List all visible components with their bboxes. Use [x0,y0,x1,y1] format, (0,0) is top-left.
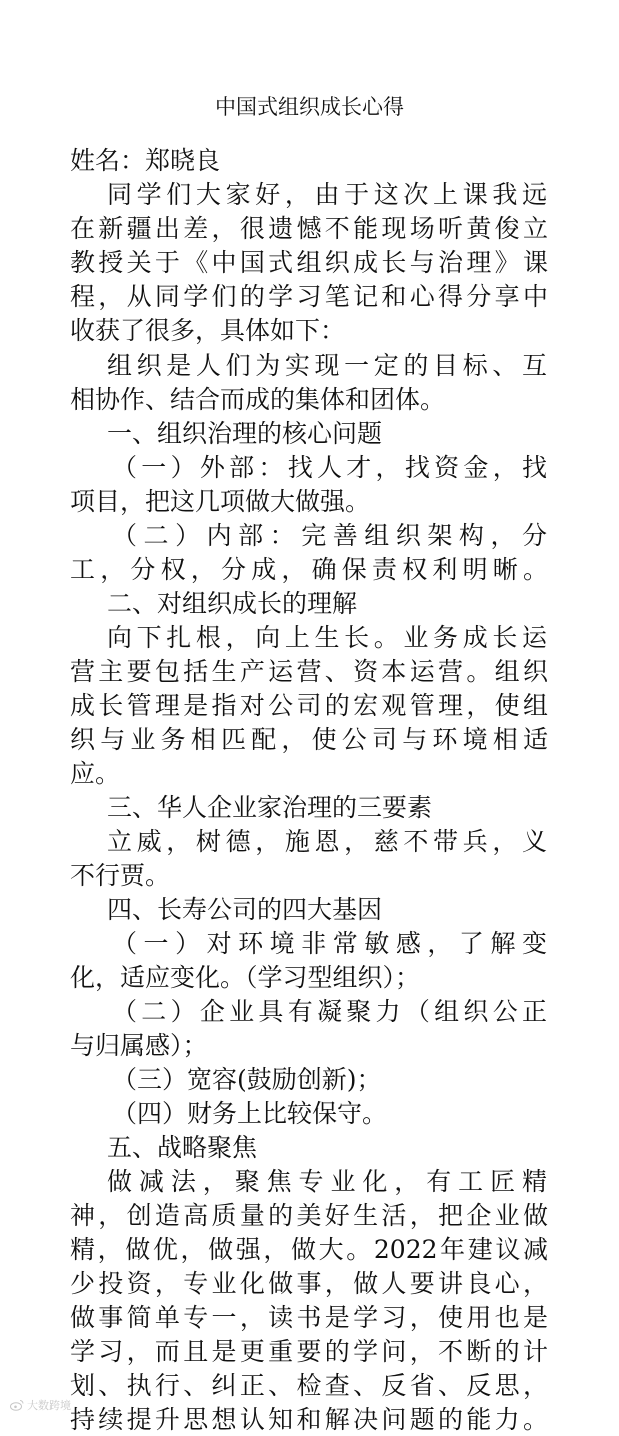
paragraph-line: 做减法，聚焦专业化，有工匠精 [107,1167,547,1196]
paragraph-line: 项目，把这几项做大做强。 [70,487,371,516]
paragraph-line: （一）对环境非常敏感，了解变 [112,929,547,958]
paragraph-line: 收获了很多，具体如下： [70,316,346,345]
paragraph-line: （二）企业具有凝聚力（组织公正 [112,997,547,1026]
paragraph-line: （四）财务上比较保守。 [112,1099,388,1128]
section-heading: 四、长寿公司的四大基因 [107,895,383,924]
section-heading: 二、对组织成长的理解 [107,589,358,618]
paragraph-line: 织与业务相匹配，使公司与环境相适 [70,725,548,754]
paragraph-line: （三）宽容(鼓励创新)； [112,1065,382,1094]
paragraph-line: 化，适应变化。（学习型组织）； [70,963,421,992]
paragraph-line: 教授关于《中国式组织成长与治理》课 [70,248,548,277]
paragraph-line: 程，从同学们的学习笔记和心得分享中 [70,282,548,311]
watermark-text: 大数跨境 [27,1399,71,1412]
paragraph-line: 成长管理是指对公司的宏观管理，使组 [70,691,548,720]
paragraph-line: 持续提升思想认知和解决问题的能力。 [70,1405,548,1434]
paragraph-line: 营主要包括生产运营、资本运营。组织 [70,657,548,686]
paragraph-line: 与归属感）； [70,1031,208,1060]
paragraph-line: 不行贾。 [70,861,171,890]
section-heading: 五、战略聚焦 [107,1133,258,1162]
paragraph-line: 少投资，专业化做事，做人要讲良心， [70,1269,548,1298]
paragraph-line: 做事简单专一，读书是学习，使用也是 [70,1303,548,1332]
paragraph-line: 同学们大家好，由于这次上课我远 [107,180,547,209]
section-heading: 一、组织治理的核心问题 [107,419,383,448]
section-heading: 三、华人企业家治理的三要素 [107,793,433,822]
document-title: 中国式组织成长心得 [215,95,404,119]
paragraph-line: 向下扎根，向上生长。业务成长运 [107,623,547,652]
author-line: 姓名：郑晓良 [70,146,221,175]
watermark [10,1397,71,1413]
paragraph-line: 学习，而且是更重要的学问，不断的计 [70,1337,548,1366]
weibo-icon [10,1399,24,1411]
paragraph-line: 应。 [70,759,121,788]
paragraph-line: 划、执行、纠正、检查、反省、反思， [70,1371,548,1400]
paragraph-line: 精，做优，做强，做大。2022年建议减 [70,1235,548,1264]
paragraph-line: 在新疆出差，很遗憾不能现场听黄俊立 [70,214,548,243]
paragraph-line: 相协作、结合而成的集体和团体。 [70,385,446,414]
paragraph-line: 组织是人们为实现一定的目标、互 [107,351,547,380]
paragraph-line: 神，创造高质量的美好生活，把企业做 [70,1201,548,1230]
paragraph-line: （一）外部：找人才，找资金，找 [112,453,547,482]
paragraph-line: （二）内部：完善组织架构，分 [112,521,547,550]
paragraph-line: 立威，树德，施恩，慈不带兵，义 [107,827,547,856]
paragraph-line: 工，分权，分成，确保责权利明晰。 [70,555,548,584]
